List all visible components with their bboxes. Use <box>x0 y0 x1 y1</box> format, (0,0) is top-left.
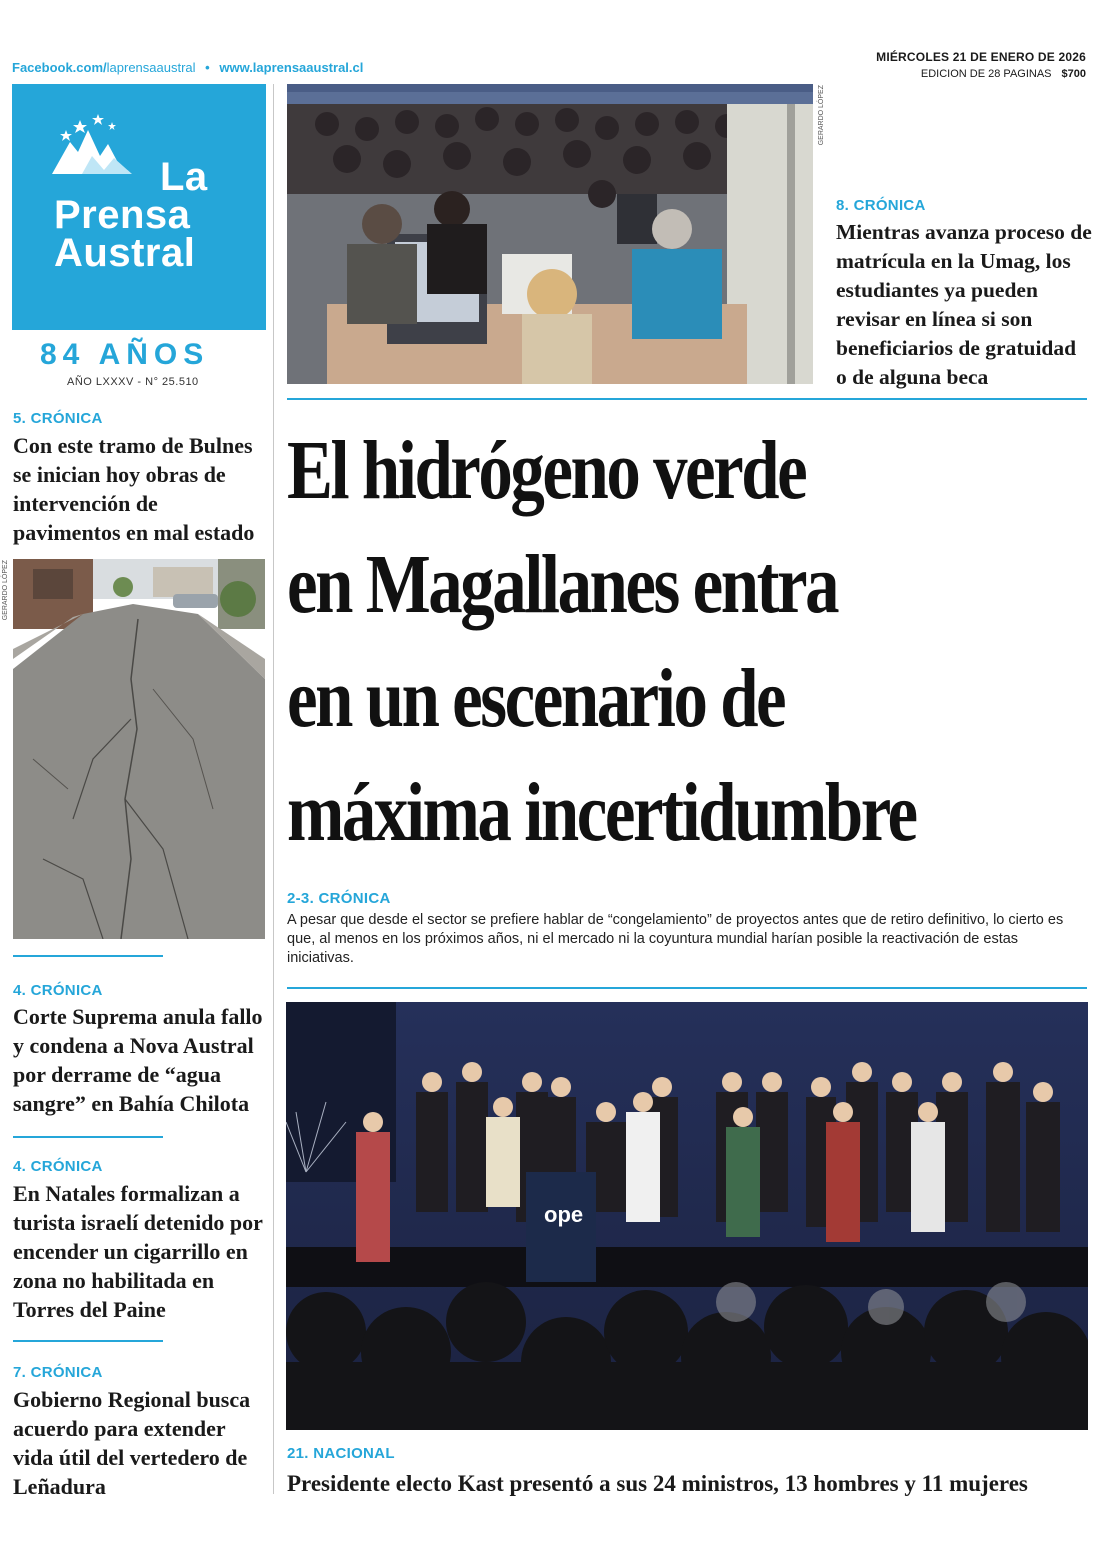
social-links <box>12 60 363 75</box>
section-label: 7. CRÓNICA <box>13 1364 103 1381</box>
section-label: 4. CRÓNICA <box>13 1158 103 1175</box>
street-photo <box>13 559 265 939</box>
issue-date: MIÉRCOLES 21 DE ENERO DE 2026 <box>876 50 1086 64</box>
logo-line-2: Prensa <box>54 193 191 237</box>
headline-line: máxima incertidumbre <box>287 766 916 859</box>
anniversary-years: 84 AÑOS <box>40 338 210 371</box>
enrollment-image <box>287 84 813 384</box>
facebook-link[interactable]: Facebook.com/laprensaaustral <box>12 60 196 75</box>
website-link[interactable]: www.laprensaaustral.cl <box>219 60 364 75</box>
section-label: 2-3. CRÓNICA <box>287 890 391 907</box>
column-divider <box>273 84 274 1494</box>
headline-line: en un escenario de <box>287 652 785 745</box>
edition-info <box>921 68 1086 80</box>
price: $700 <box>1061 68 1086 80</box>
logo-line-3: Austral <box>54 231 196 275</box>
main-headline <box>287 414 943 870</box>
masthead-logo <box>12 84 266 330</box>
headline-line: en Magallanes entra <box>287 538 838 631</box>
story-title: En Natales formalizan a turista israelí detenido por encender un cigarrillo en zona no habilitada en Torres del Paine <box>13 1181 263 1322</box>
podium-logo-text: ope <box>544 1202 584 1227</box>
divider <box>13 1136 163 1138</box>
ministers-image <box>286 1002 1088 1430</box>
logo-line-1: La <box>160 155 208 199</box>
street-image <box>13 559 265 939</box>
issue-number: AÑO LXXXV - N° 25.510 <box>67 376 199 388</box>
story-title: Presidente electo Kast presentó a sus 24 ministros, 13 hombres y 11 mujeres <box>287 1471 1028 1496</box>
enrollment-photo <box>287 84 813 384</box>
photo-credit: GERARDO LÓPEZ <box>818 85 825 146</box>
divider <box>13 955 163 957</box>
ministers-photo <box>286 1002 1088 1430</box>
divider <box>13 1340 163 1342</box>
section-label: 5. CRÓNICA <box>13 410 103 427</box>
main-deck: A pesar que desde el sector se prefiere hablar de “congelamiento” de proyectos antes que de retiro definitivo, lo cierto es que, al menos en los próximos años, ni el mercado ni la coyuntura mundial harían posible la reactivación de estas iniciativas. <box>287 912 1064 966</box>
story-title: Corte Suprema anula fallo y condena a Nova Austral por derrame de “agua sangre” en Bahía Chilota <box>13 1004 263 1116</box>
section-label: 21. NACIONAL <box>287 1445 395 1462</box>
logo-text <box>54 155 208 275</box>
page-count: EDICION DE 28 PAGINAS <box>920 68 1052 80</box>
divider <box>287 987 1087 989</box>
story-title: Gobierno Regional busca acuerdo para extender vida útil del vertedero de Leñadura <box>13 1387 251 1499</box>
section-label: 8. CRÓNICA <box>836 197 926 214</box>
divider <box>287 398 1087 400</box>
story-title: Mientras avanza proceso de matrícula en la Umag, los estudiantes ya pueden revisar en línea si son beneficiarios de gratuidad o de alguna beca <box>836 220 1092 389</box>
story-title: Con este tramo de Bulnes se inician hoy obras de intervención de pavimentos en mal estado <box>13 433 255 545</box>
headline-line: El hidrógeno verde <box>287 424 806 517</box>
photo-credit: GERARDO LÓPEZ <box>2 560 9 621</box>
separator: • <box>205 60 210 75</box>
section-label: 4. CRÓNICA <box>13 982 103 999</box>
